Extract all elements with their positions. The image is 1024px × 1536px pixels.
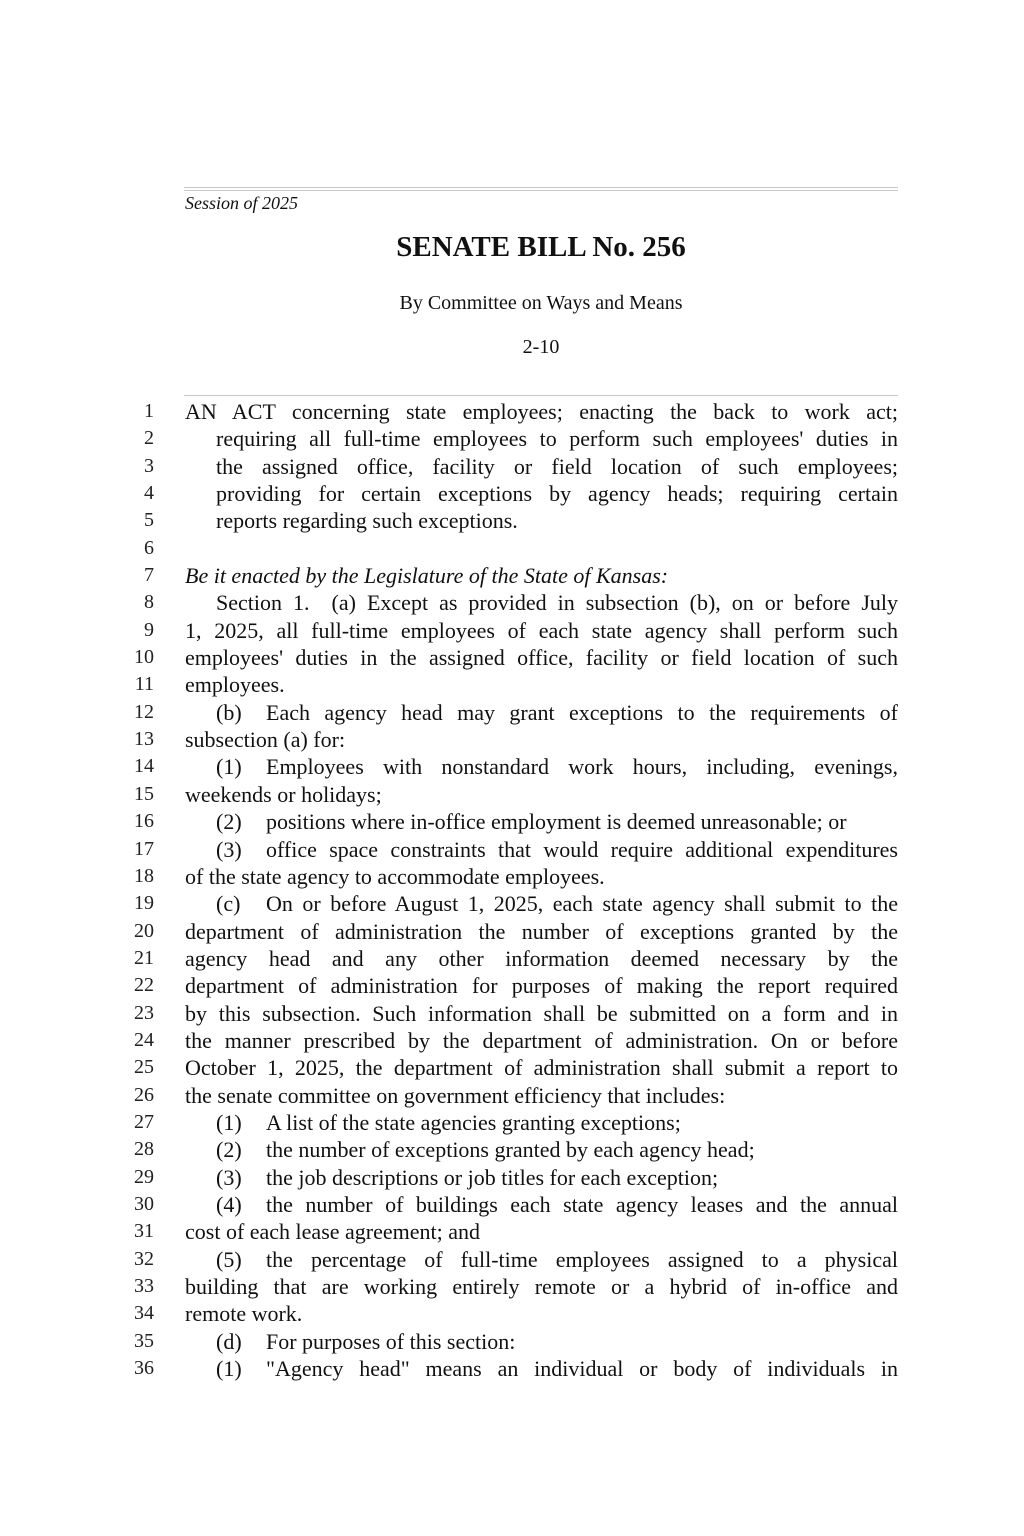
act-title-line: requiring all full-time employees to perform such employees' duties in — [216, 426, 898, 452]
line-number: 35 — [134, 1329, 154, 1352]
item-text: A list of the state agencies granting exceptions; — [266, 1109, 681, 1135]
subsection-label: (b) — [216, 699, 242, 725]
line-number: 23 — [134, 1001, 154, 1024]
line-number: 25 — [134, 1056, 154, 1079]
line-number: 34 — [134, 1302, 154, 1325]
item-label: (3) — [216, 1164, 242, 1190]
body-line: subsection (a) for: — [185, 727, 346, 753]
item-line — [185, 1246, 898, 1273]
section-heading-line — [185, 589, 898, 616]
item-label: (1) — [216, 1109, 242, 1135]
item-text: Employees with nonstandard work hours, including, evenings, — [266, 754, 898, 780]
line-number: 24 — [134, 1028, 154, 1051]
item-text: the number of exceptions granted by each agency head; — [266, 1137, 755, 1163]
item-label: (2) — [216, 809, 242, 835]
subsection-label: (c) — [216, 891, 241, 917]
body-line: October 1, 2025, the department of administration shall submit a report to — [185, 1055, 898, 1081]
line-number-column — [110, 398, 154, 1382]
line-number: 19 — [134, 892, 154, 915]
line-number: 12 — [134, 700, 154, 723]
line-number: 18 — [134, 864, 154, 887]
line-number: 28 — [134, 1138, 154, 1161]
body-line: department of administration the number of exceptions granted by the — [185, 918, 898, 944]
item-label: (1) — [216, 754, 242, 780]
body-line: agency head and any other information deemed necessary by the — [185, 945, 898, 971]
line-number: 21 — [134, 946, 154, 969]
bill-date: 2-10 — [522, 336, 560, 358]
header-rule-top — [184, 187, 898, 188]
line-number: 11 — [134, 673, 154, 696]
item-line — [185, 808, 898, 835]
act-title-line: AN ACT concerning state employees; enacting the back to work act; — [185, 399, 898, 424]
body-line: weekends or holidays; — [185, 781, 382, 807]
body-line: of the state agency to accommodate employees. — [185, 863, 605, 889]
header-rule-bottom — [184, 395, 898, 396]
line-number: 16 — [134, 810, 154, 833]
item-line — [185, 1136, 898, 1163]
line-number: 29 — [134, 1165, 154, 1188]
item-text: positions where in-office employment is deemed unreasonable; or — [266, 809, 847, 835]
subsection-text: Each agency head may grant exceptions to the requirements of — [266, 699, 898, 725]
item-text: the percentage of full-time employees assigned to a physical — [266, 1246, 898, 1272]
subsection-label: (d) — [216, 1328, 242, 1354]
line-number: 15 — [134, 782, 154, 805]
line-number: 8 — [144, 591, 154, 614]
act-title-line: the assigned office, facility or field location of such employees; — [216, 453, 898, 479]
section-text: (a) Except as provided in subsection (b), on or before July — [331, 590, 898, 616]
line-number: 17 — [134, 837, 154, 860]
line-number: 33 — [134, 1275, 154, 1297]
line-number: 30 — [134, 1192, 154, 1215]
body-line: building that are working entirely remote or a hybrid of in-office and — [185, 1274, 898, 1299]
act-title-line: providing for certain exceptions by agency heads; requiring certain — [216, 481, 898, 507]
body-line: department of administration for purposes of making the report required — [185, 973, 898, 999]
line-number: 27 — [134, 1110, 154, 1133]
line-number: 22 — [134, 974, 154, 997]
body-line: by this subsection. Such information shall be submitted on a form and in — [185, 1000, 898, 1026]
line-number: 14 — [134, 755, 154, 778]
subsection-text: On or before August 1, 2025, each state agency shall submit to the — [266, 891, 898, 917]
line-number: 20 — [134, 919, 154, 942]
subsection-line — [185, 890, 898, 917]
item-line — [185, 1164, 898, 1191]
item-text: office space constraints that would require additional expenditures — [266, 836, 898, 862]
body-line: employees. — [185, 672, 285, 698]
item-line — [185, 1191, 898, 1218]
blank-line — [185, 535, 898, 562]
line-number: 4 — [144, 482, 154, 505]
item-line — [185, 836, 898, 863]
subsection-line — [185, 1328, 898, 1355]
item-line — [185, 1109, 898, 1136]
body-line: 1, 2025, all full-time employees of each state agency shall perform such — [185, 617, 898, 643]
item-line — [185, 753, 898, 780]
line-number: 26 — [134, 1083, 154, 1106]
section-label: Section 1. — [216, 590, 310, 616]
line-number: 9 — [144, 618, 154, 641]
line-number: 10 — [134, 646, 154, 669]
item-text: "Agency head" means an individual or body of individuals in — [266, 1356, 898, 1382]
body-line: cost of each lease agreement; and — [185, 1219, 481, 1245]
item-text: the job descriptions or job titles for each exception; — [266, 1164, 719, 1190]
enacting-clause: Be it enacted by the Legislature of the State of Kansas: — [185, 563, 669, 589]
body-line: the senate committee on government efficiency that includes: — [185, 1082, 726, 1108]
line-number: 3 — [144, 454, 154, 477]
item-label: (2) — [216, 1137, 242, 1163]
body-line: the manner prescribed by the department of administration. On or before — [185, 1027, 898, 1053]
item-label: (3) — [216, 836, 242, 862]
act-title-line: reports regarding such exceptions. — [216, 508, 518, 534]
item-line — [185, 1355, 898, 1382]
subsection-line — [185, 699, 898, 726]
line-number: 2 — [144, 427, 154, 450]
line-number: 13 — [134, 728, 154, 751]
bill-title: SENATE BILL No. 256 — [396, 231, 686, 263]
line-number: 6 — [144, 536, 154, 559]
body-line: employees' duties in the assigned office, facility or field location of such — [185, 645, 898, 671]
item-label: (5) — [216, 1246, 242, 1272]
session-label: Session of 2025 — [185, 193, 299, 213]
line-number: 1 — [144, 400, 154, 422]
subsection-text: For purposes of this section: — [266, 1328, 516, 1354]
bill-body — [185, 398, 898, 1382]
body-line: remote work. — [185, 1301, 303, 1327]
item-text: the number of buildings each state agency leases and the annual — [266, 1191, 898, 1217]
line-number: 31 — [134, 1220, 154, 1243]
item-label: (1) — [216, 1356, 242, 1382]
item-label: (4) — [216, 1191, 242, 1217]
line-number: 36 — [134, 1357, 154, 1380]
line-number: 5 — [144, 509, 154, 532]
line-number: 32 — [134, 1247, 154, 1270]
line-number: 7 — [144, 564, 154, 587]
bill-sponsor: By Committee on Ways and Means — [399, 292, 683, 314]
